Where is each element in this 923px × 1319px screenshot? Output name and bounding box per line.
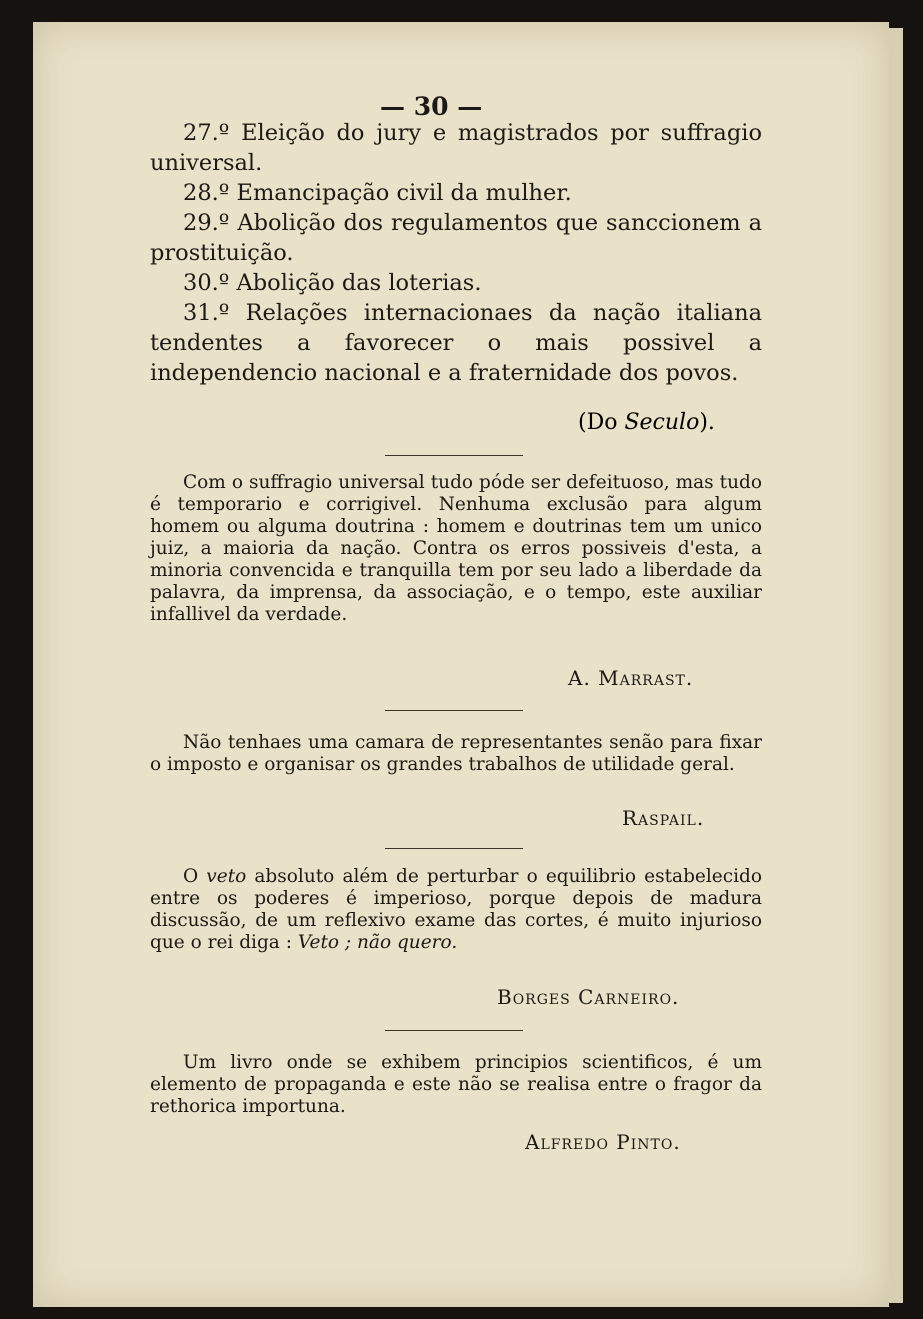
list-item: 31.º Relações internacionaes da nação italiana tendentes a favorecer o mais possivel a independencio nacional e a fraternidade dos povos. xyxy=(150,300,762,386)
quote-text: Com o suffragio universal tudo póde ser defeituoso, mas tudo é temporario e corrigivel. Nenhuma exclusão para algum homem ou alguma doutrina : homem e doutrinas tem um unico juiz, a maioria da nação. Contra os erros possiveis d'esta, a minoria convencida e tranquilla tem por seu lado a liberdade da palavra, da imprensa, da associação, e o tempo, este auxiliar infallivel da verdade. xyxy=(150,472,762,625)
quote-block xyxy=(150,866,762,954)
quote-author: Borges Carneiro. xyxy=(497,985,680,1009)
quote-text: Um livro onde se exhibem principios scientificos, é um elemento de propaganda e este não se realisa entre o fragor da rethorica importuna. xyxy=(150,1052,762,1117)
quote-block xyxy=(150,1052,762,1118)
source-prefix: (Do xyxy=(578,410,625,435)
numbered-list xyxy=(150,118,762,388)
page-edge xyxy=(889,28,903,1303)
quote-block xyxy=(150,472,762,626)
quote-block xyxy=(150,732,762,776)
quote-author: Alfredo Pinto. xyxy=(525,1130,681,1154)
quote-text: O veto absoluto além de perturbar o equilibrio estabelecido entre os poderes é imperioso, porque depois de madura discussão, de um reflexivo exame das cortes, é muito injurioso que o rei diga : Veto ; não quero. xyxy=(150,866,762,953)
italic-word: veto xyxy=(206,866,247,887)
source-citation xyxy=(578,410,715,435)
list-item: 27.º Eleição do jury e magistrados por suffragio universal. xyxy=(150,120,762,176)
list-item: 29.º Abolição dos regulamentos que sanccionem a prostituição. xyxy=(150,210,762,266)
source-title: Seculo xyxy=(624,410,700,435)
list-item: 28.º Emancipação civil da mulher. xyxy=(183,180,572,206)
divider xyxy=(385,1030,523,1031)
source-suffix: ). xyxy=(699,410,715,435)
italic-phrase: Veto ; não quero. xyxy=(297,932,458,953)
quote-text: Não tenhaes uma camara de representantes senão para fixar o imposto e organisar os grandes trabalhos de utilidade geral. xyxy=(150,732,762,775)
divider xyxy=(385,455,523,456)
list-item: 30.º Abolição das loterias. xyxy=(183,270,482,296)
page-number: — 30 — xyxy=(380,92,483,121)
quote-author: A. Marrast. xyxy=(568,666,694,690)
quote-author: Raspail. xyxy=(622,806,705,830)
divider xyxy=(385,710,523,711)
divider xyxy=(385,848,523,849)
